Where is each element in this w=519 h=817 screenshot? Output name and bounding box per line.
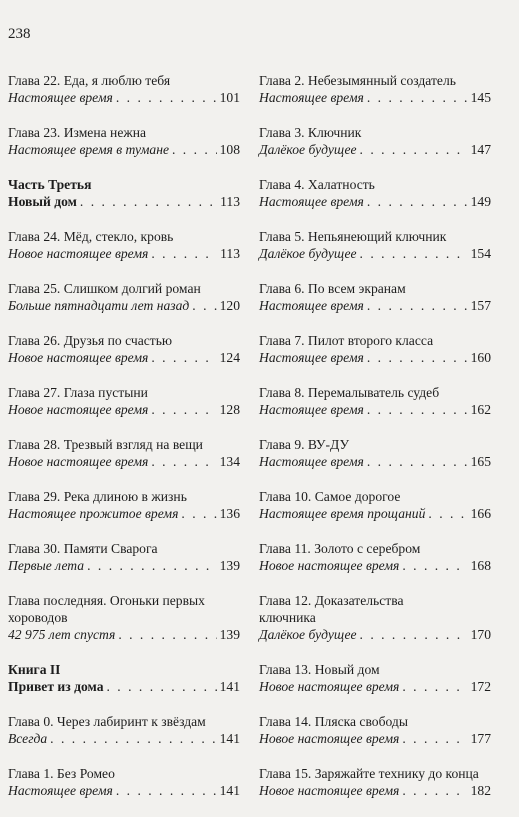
chapter-title: Глава 15. Заряжайте технику до конца [259,766,479,781]
dot-leader [87,557,217,574]
chapter-subline [259,505,491,522]
dot-leader [151,349,216,366]
toc-right-column [259,72,491,817]
chapter-subline [259,141,491,158]
dot-leader [172,141,217,158]
dot-leader [360,245,468,262]
toc-entry [8,124,240,158]
chapter-title: Глава 14. Пляска свободы [259,714,408,729]
chapter-subtitle: 42 975 лет спустя [8,627,116,642]
chapter-subtitle: Новый дом [8,194,77,209]
chapter-subtitle: Настоящее время в тумане [8,142,169,157]
dot-leader [402,782,467,799]
dot-leader [118,626,216,643]
chapter-subtitle: Настоящее время [8,783,113,798]
chapter-subline [8,678,240,695]
page-reference: 136 [219,506,240,521]
toc-entry [259,661,491,695]
toc-entry [8,661,240,695]
chapter-subtitle: Настоящее время [259,90,364,105]
page-reference: 124 [219,350,240,365]
dot-leader [367,193,468,210]
chapter-subline [8,453,240,470]
chapter-subtitle: Далёкое будущее [259,627,357,642]
chapter-title: Глава 28. Трезвый взгляд на вещи [8,437,203,452]
chapter-subtitle: Новое настоящее время [259,731,400,746]
chapter-title: Глава 9. ВУ-ДУ [259,437,350,452]
dot-leader [367,89,468,106]
chapter-title-continued: ключника [259,610,316,625]
dot-leader [116,782,217,799]
page-reference: 166 [470,506,491,521]
chapter-subline [259,782,491,799]
page-reference: 108 [219,142,240,157]
chapter-subtitle: Настоящее время прощаний [259,506,426,521]
page-reference: 172 [470,679,491,694]
dot-leader [151,245,217,262]
dot-leader [151,453,216,470]
chapter-title: Глава 26. Друзья по счастью [8,333,173,348]
page-reference: 141 [219,783,240,798]
chapter-title: Глава 2. Небезымянный создатель [259,73,456,88]
chapter-subline [259,626,491,643]
dot-leader [360,626,468,643]
chapter-subtitle: Настоящее прожитое время [8,506,179,521]
dot-leader [367,453,468,470]
toc-entry [8,592,240,643]
chapter-subtitle: Новое настоящее время [259,558,400,573]
chapter-subline [259,297,491,314]
page-reference: 177 [470,731,491,746]
page-reference: 170 [470,627,491,642]
chapter-subline [259,193,491,210]
toc-left-column [8,72,240,817]
chapter-subtitle: Привет из дома [8,679,104,694]
chapter-subline [259,453,491,470]
dot-leader [181,505,216,522]
chapter-title: Глава 0. Через лабиринт к звёздам [8,714,206,729]
chapter-title: Книга II [8,662,61,677]
chapter-title: Глава 4. Халатность [259,177,375,192]
dot-leader [151,401,216,418]
toc-entry [259,176,491,210]
page-reference: 157 [470,298,491,313]
chapter-title: Глава 8. Перемалыватель судеб [259,385,440,400]
chapter-title-continued: хороводов [8,610,68,625]
toc-entry [8,176,240,210]
toc-entry [8,713,240,747]
page-reference: 182 [470,783,491,798]
chapter-subtitle: Настоящее время [8,90,113,105]
chapter-subtitle: Новое настоящее время [8,454,149,469]
page-reference: 128 [219,402,240,417]
dot-leader [367,349,468,366]
chapter-subline [8,730,240,747]
toc-entry [259,124,491,158]
chapter-subtitle: Далёкое будущее [259,142,357,157]
chapter-subline [8,297,240,314]
dot-leader [367,297,468,314]
chapter-subtitle: Новое настоящее время [259,783,400,798]
page-reference: 154 [470,246,491,261]
chapter-title: Глава 23. Измена нежна [8,125,147,140]
toc-entry [259,384,491,418]
chapter-subtitle: Больше пятнадцати лет назад [8,298,190,313]
chapter-subline [259,557,491,574]
toc-entry [259,72,491,106]
toc-entry [259,228,491,262]
chapter-subline [8,782,240,799]
chapter-title: Глава 11. Золото с серебром [259,541,421,556]
chapter-subtitle: Настоящее время [259,454,364,469]
chapter-title: Глава 12. Доказательства [259,593,404,608]
chapter-title: Глава 6. По всем экранам [259,281,406,296]
chapter-title: Глава 3. Ключник [259,125,362,140]
chapter-title: Глава 29. Река длиною в жизнь [8,489,187,504]
chapter-title: Глава 25. Слишком долгий роман [8,281,201,296]
toc-entry [259,488,491,522]
toc-entry [259,280,491,314]
chapter-title: Глава 27. Глаза пустыни [8,385,148,400]
dot-leader [192,297,216,314]
page-reference: 162 [470,402,491,417]
chapter-subtitle: Настоящее время [259,402,364,417]
chapter-subline [259,89,491,106]
chapter-title: Глава 30. Памяти Сварога [8,541,158,556]
page-reference: 141 [219,731,240,746]
toc-entry [8,488,240,522]
toc-entry [259,436,491,470]
chapter-subline [8,401,240,418]
page-reference: 139 [219,627,240,642]
chapter-title: Часть Третья [8,177,92,192]
chapter-subline [8,141,240,158]
chapter-subline [8,505,240,522]
toc-entry [8,540,240,574]
toc-entry [8,332,240,366]
toc-entry [8,384,240,418]
page-reference: 168 [470,558,491,573]
chapter-subline [8,245,240,262]
dot-leader [50,730,216,747]
chapter-title: Глава 22. Еда, я люблю тебя [8,73,171,88]
chapter-subline [259,678,491,695]
toc-entry [259,540,491,574]
page-reference: 101 [219,90,240,105]
chapter-subline [8,557,240,574]
dot-leader [402,730,467,747]
page-reference: 134 [219,454,240,469]
chapter-subline [259,401,491,418]
page-reference: 113 [220,246,240,261]
toc-entry [8,72,240,106]
toc-entry [8,765,240,799]
dot-leader [428,505,467,522]
chapter-title: Глава 10. Самое дорогое [259,489,401,504]
chapter-subtitle: Всегда [8,731,48,746]
toc-entry [259,332,491,366]
toc-entry [259,713,491,747]
dot-leader [80,193,217,210]
page-reference: 149 [470,194,491,209]
chapter-title: Глава 5. Непьянеющий ключник [259,229,447,244]
chapter-subtitle: Новое настоящее время [259,679,400,694]
chapter-title: Глава 1. Без Ромео [8,766,115,781]
chapter-subline [8,89,240,106]
page-reference: 165 [470,454,491,469]
dot-leader [402,557,467,574]
chapter-subtitle: Настоящее время [259,298,364,313]
page-reference: 113 [220,194,240,209]
chapter-subtitle: Настоящее время [259,194,364,209]
page-reference: 120 [219,298,240,313]
toc-entry [259,592,491,643]
page-reference: 145 [470,90,491,105]
dot-leader [367,401,468,418]
chapter-subtitle: Новое настоящее время [8,402,149,417]
dot-leader [116,89,217,106]
page-number: 238 [8,26,31,42]
dot-leader [402,678,467,695]
chapter-subline [8,626,240,643]
chapter-subtitle: Новое настоящее время [8,350,149,365]
page-reference: 141 [219,679,240,694]
toc-entry [259,765,491,799]
chapter-title: Глава последняя. Огоньки первых [8,593,205,608]
chapter-title: Глава 24. Мёд, стекло, кровь [8,229,174,244]
toc-entry [8,228,240,262]
toc-entry [8,280,240,314]
chapter-subline [259,245,491,262]
chapter-subtitle: Новое настоящее время [8,246,149,261]
chapter-subtitle: Далёкое будущее [259,246,357,261]
chapter-title: Глава 13. Новый дом [259,662,380,677]
page-reference: 160 [470,350,491,365]
page-reference: 147 [470,142,491,157]
chapter-subline [259,730,491,747]
dot-leader [107,678,217,695]
toc-entry [8,436,240,470]
chapter-subtitle: Первые лета [8,558,85,573]
chapter-subline [259,349,491,366]
chapter-subtitle: Настоящее время [259,350,364,365]
page-reference: 139 [219,558,240,573]
chapter-subline [8,349,240,366]
dot-leader [360,141,468,158]
chapter-subline [8,193,240,210]
chapter-title: Глава 7. Пилот второго класса [259,333,434,348]
